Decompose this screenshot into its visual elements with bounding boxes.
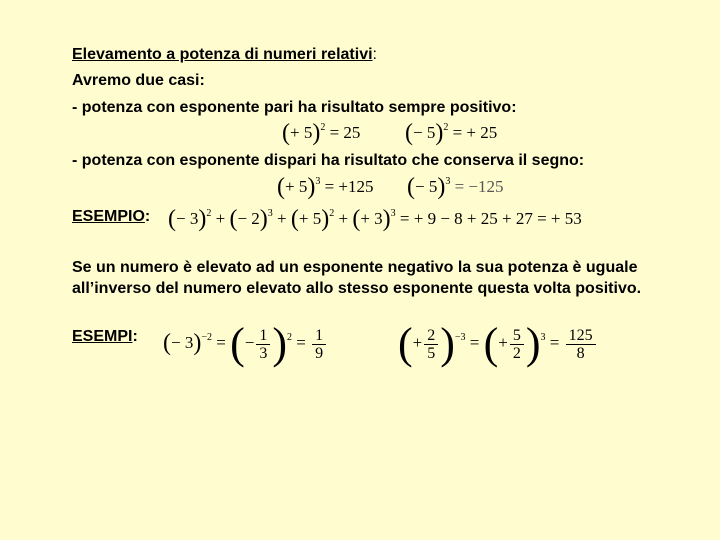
even-ex1-result: = 25 [329,123,361,142]
esempi-colon: : [132,328,138,345]
neg-ex2-exp: −3 [454,332,466,343]
sum-term1-exp: 2 [206,208,212,219]
neg-ex2-frac2-den: 2 [512,344,521,362]
sum-op-1: + [215,209,226,228]
neg-ex1-result [312,327,326,362]
esempio-expression: (− 3)$^2$ + (− 2)$^3$ + (+ 5)$^2$ + (+ 3)$^3$ = + 9 − 8 + 25 + 27 = + 53 [168,206,582,232]
neg-ex2-fraction2 [510,327,524,362]
neg-ex2-frac2-num: 5 [510,327,524,345]
esempio-label: ESEMPIO [72,208,145,225]
esempio-colon: : [144,208,151,225]
neg-ex2-sign: + [412,333,423,352]
neg-example-1: (− 3)$^{-2}$ = (− $\frac{1}{3}$ )$^2$ = $\frac{1}{9}$ [163,318,328,364]
neg-ex2-res-num: 125 [566,327,596,345]
odd-ex2-exp: 3 [445,176,451,187]
sum-term4-exp: 3 [390,208,396,219]
neg-ex1-res-den: 9 [315,344,324,362]
odd-example-2: (− 5)$^3$ = −125 [407,174,504,200]
neg-ex2-frac-num: 2 [424,327,438,345]
odd-ex1-exp: 3 [315,176,321,187]
title: Elevamento a potenza di numeri relativi [72,46,373,63]
even-ex2-exp: 2 [443,122,449,133]
esempi-label: ESEMPI [72,328,133,345]
sum-term2-exp: 3 [267,208,273,219]
sum-op-3: + [338,209,349,228]
sum-term4-base: + 3 [360,209,383,228]
sum-term1-base: − 3 [176,209,199,228]
neg-ex2-fraction [424,327,438,362]
even-example-2: (− 5)$^2$ = + 25 [405,120,498,146]
neg-ex2-res-den: 8 [576,344,585,362]
neg-ex1-eq2: = [296,333,306,352]
odd-case-text: - potenza con esponente dispari ha risultato che conserva il segno: [72,152,585,169]
neg-ex1-frac-den: 3 [259,344,268,362]
even-case-text: - potenza con esponente pari ha risultato sempre positivo: [72,99,517,116]
neg-ex1-frac-num: 1 [256,327,270,345]
odd-example-1: (+ 5)$^3$ = +125 [277,174,374,200]
neg-ex1-res-num: 1 [312,327,326,345]
negative-exponent-text: Se un numero è elevato ad un esponente negativo la sua potenza è uguale all’inverso del numero elevato allo stesso esponente questa volta positivo. [72,259,642,297]
neg-ex2-frac-den: 5 [427,344,436,362]
even-example-1: (+ 5)$^2$ = 25 [282,120,361,146]
cases-intro: Avremo due casi: [72,72,205,89]
sum-term3-exp: 2 [329,208,335,219]
neg-ex1-exp2: 2 [286,332,292,343]
sum-term3-base: + 5 [298,209,322,228]
odd-ex1-base: + 5 [285,177,308,196]
neg-ex2-exp2: 3 [540,332,546,343]
odd-ex1-result: = +125 [324,177,374,196]
odd-ex2-result: = −125 [454,177,504,196]
neg-ex2-eq: = [469,333,480,352]
neg-ex2-eq2: = [549,333,560,352]
sum-op-2: + [277,209,287,228]
title-colon: : [372,46,377,63]
neg-example-2: (+ $\frac{2}{5}$ )$^{-3}$ = (+ $\frac{5}{2}$ )$^3$ = $\frac{125}{8}$ [398,318,598,364]
neg-ex1-frac-sign: − [244,333,255,352]
esempi-label-line [72,326,138,347]
neg-ex1-base: − 3 [171,333,194,352]
neg-ex2-result [566,327,596,362]
even-ex1-exp: 2 [320,122,326,133]
sum-result: = + 9 − 8 + 25 + 27 = + 53 [399,209,582,228]
even-ex2-base: − 5 [413,123,436,142]
even-ex2-result: = + 25 [452,123,498,142]
neg-ex1-exp: −2 [201,332,212,343]
odd-ex2-base: − 5 [415,177,438,196]
title-line [72,44,377,65]
sum-term2-base: − 2 [237,209,260,228]
esempio-label-line [72,206,150,227]
neg-ex1-fraction [256,327,270,362]
neg-ex1-eq: = [216,333,226,352]
neg-ex2-sign2: + [498,333,508,352]
even-ex1-base: + 5 [290,123,313,142]
